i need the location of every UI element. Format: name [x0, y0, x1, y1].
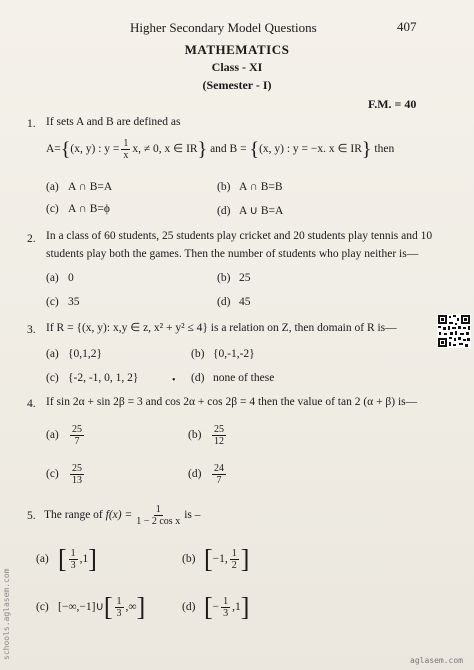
option: (b) 25 [217, 272, 251, 284]
question-number: 4. [27, 398, 36, 410]
option: (a) 0 [46, 272, 74, 284]
option: (d) A ∪ B=A [217, 205, 284, 217]
option: (c) {-2, -1, 0, 1, 2} [46, 372, 139, 384]
set-a-condition-rest: x, ≠ 0, x ∈ IR [132, 143, 198, 156]
option: (b) [−1, $\frac{1}{2}$ ] [182, 544, 250, 574]
class-label: Class - XI [211, 60, 263, 74]
question-math-line: A={(x, y) : y = $\frac{1}{x}$ x, ≠ 0, x ∈ IR} and B = {(x, y) : y = −x. x ∈ IR} then [46, 138, 395, 161]
question-number: 2. [27, 233, 36, 245]
option: (b) $\frac{25}{12}$ [188, 424, 224, 447]
question-text: If sin 2α + sin 2β = 3 and cos 2α + cos 2β = 4 then the value of tan 2 (α + β) is— [46, 396, 418, 408]
fraction: $\frac{1}{x}$ [123, 138, 129, 161]
question-number: 1. [27, 118, 36, 130]
set-b-condition: (x, y) : y = −x. x ∈ IR [259, 143, 362, 156]
question-number: 3. [27, 324, 36, 336]
option: (c) A ∩ B=ϕ [46, 203, 110, 215]
option: (a) {0,1,2} [46, 348, 103, 360]
question-text-line1: In a class of 60 students, 25 students play cricket and 20 students play tennis and 10 [46, 230, 433, 242]
then-word: then [374, 143, 395, 156]
option: (a) A ∩ B=A [46, 181, 113, 193]
option: (a) $\frac{25}{7}$ [46, 424, 82, 447]
qr-code-icon [437, 314, 471, 348]
option: (d) [− $\frac{1}{3}$ ,1] [182, 592, 250, 622]
option: (b) A ∩ B=B [217, 181, 283, 193]
option: (a) [ $\frac{1}{3}$ ,1] [36, 544, 97, 574]
bottom-watermark: aglasem.com [410, 656, 463, 665]
question-number: 5. [27, 510, 36, 522]
option: (c) $\frac{25}{13}$ [46, 463, 82, 486]
question-text: If R = {(x, y): x,y ∈ z, x² + y² ≤ 4} is a relation on Z, then domain of R is— [46, 322, 397, 334]
set-a-label: A= [46, 143, 61, 156]
full-marks: F.M. = 40 [368, 97, 417, 111]
page-number: 407 [397, 19, 417, 34]
question-text: The range of f(x) = $\frac{1}{\text{1 − 2 cos x}}$ is – [44, 504, 201, 527]
option: (d) none of these [191, 372, 275, 384]
side-watermark: schools.aglasem.com [2, 568, 11, 660]
option: (b) {0,-1,-2} [191, 348, 255, 360]
option: (d) 45 [217, 296, 251, 308]
option: (d) $\frac{24}{7}$ [188, 463, 224, 486]
set-a-condition: (x, y) : y = [70, 143, 120, 156]
running-header: Higher Secondary Model Questions [130, 20, 317, 35]
semester-label: (Semester - I) [202, 78, 272, 92]
and-b-label: and B = [210, 143, 247, 156]
subject-title: MATHEMATICS [184, 42, 290, 57]
option: (c) [−∞,−1]∪[ $\frac{1}{3}$ ,∞] [36, 592, 146, 622]
option: (c) 35 [46, 296, 80, 308]
question-text: If sets A and B are defined as [46, 116, 181, 128]
question-text-line2: students play both the games. Then the number of students who play neither is— [46, 248, 419, 260]
stray-dot: • [172, 375, 176, 386]
